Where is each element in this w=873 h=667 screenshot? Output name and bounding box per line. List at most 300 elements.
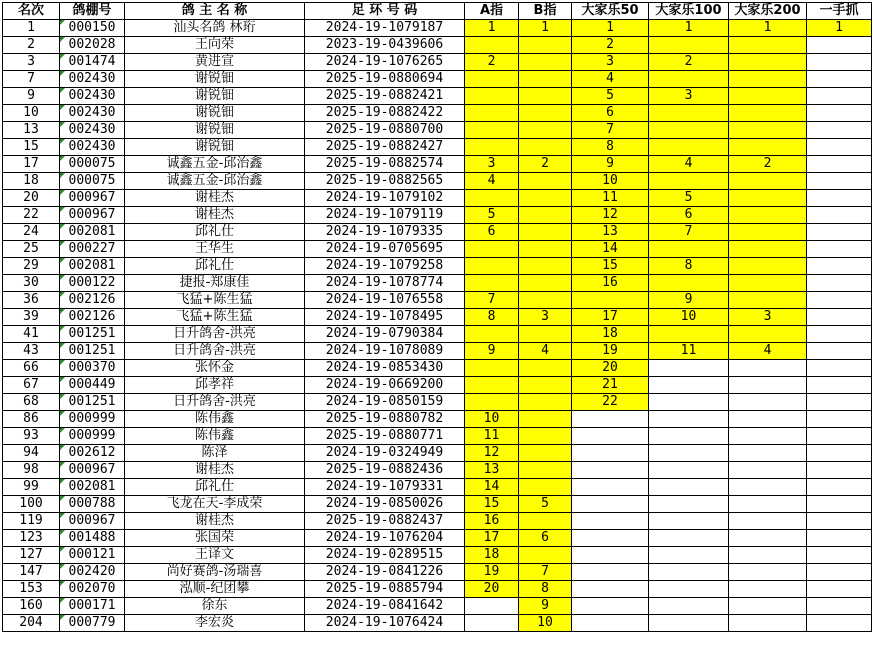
- cell-pool-100: [649, 496, 729, 513]
- table-row: [3, 547, 872, 564]
- cell-b-pool: [519, 207, 572, 224]
- cell-owner-name: 谢桂杰: [125, 207, 305, 224]
- cell-loft-no: 000075: [60, 173, 125, 190]
- cell-pool-50: 8: [572, 139, 649, 156]
- cell-rank: 9: [3, 88, 60, 105]
- cell-loft-no: 000150: [60, 20, 125, 37]
- cell-b-pool: [519, 547, 572, 564]
- cell-owner-name: 陈伟鑫: [125, 428, 305, 445]
- cell-ring-number: 2025-19-0882422: [305, 105, 465, 122]
- cell-rank: 22: [3, 207, 60, 224]
- cell-pool-50: [572, 479, 649, 496]
- cell-owner-name: 日升鸽舍-洪亮: [125, 326, 305, 343]
- cell-ring-number: 2024-19-1079187: [305, 20, 465, 37]
- cell-pool-50: 5: [572, 88, 649, 105]
- cell-ring-number: 2024-19-0853430: [305, 360, 465, 377]
- cell-one-hand: [807, 513, 872, 530]
- cell-ring-number: 2024-19-0705695: [305, 241, 465, 258]
- cell-pool-50: 9: [572, 156, 649, 173]
- cell-pool-200: [729, 105, 807, 122]
- cell-one-hand: [807, 428, 872, 445]
- cell-pool-50: [572, 411, 649, 428]
- cell-owner-name: 飞猛+陈生猛: [125, 309, 305, 326]
- cell-loft-no: 000122: [60, 275, 125, 292]
- cell-owner-name: 飞龙在天-李成荣: [125, 496, 305, 513]
- table-row: [3, 292, 872, 309]
- cell-pool-200: [729, 258, 807, 275]
- cell-pool-50: 17: [572, 309, 649, 326]
- cell-pool-100: [649, 241, 729, 258]
- header-owner-name: 鸽 主 名 称: [125, 3, 305, 20]
- cell-pool-100: [649, 37, 729, 54]
- cell-loft-no: 000370: [60, 360, 125, 377]
- header-pool-100: 大家乐100: [649, 3, 729, 20]
- cell-loft-no: 000967: [60, 207, 125, 224]
- cell-a-pool: [465, 122, 519, 139]
- cell-pool-100: [649, 139, 729, 156]
- cell-loft-no: 001488: [60, 530, 125, 547]
- table-row: [3, 377, 872, 394]
- cell-pool-50: 2: [572, 37, 649, 54]
- table-row: [3, 173, 872, 190]
- cell-pool-50: [572, 530, 649, 547]
- cell-b-pool: [519, 326, 572, 343]
- cell-a-pool: [465, 71, 519, 88]
- cell-loft-no: 002028: [60, 37, 125, 54]
- cell-owner-name: 谢桂杰: [125, 190, 305, 207]
- cell-loft-no: 002081: [60, 224, 125, 241]
- cell-ring-number: 2024-19-0841642: [305, 598, 465, 615]
- table-row: [3, 564, 872, 581]
- cell-loft-no: 000227: [60, 241, 125, 258]
- cell-one-hand: [807, 615, 872, 632]
- cell-ring-number: 2025-19-0882437: [305, 513, 465, 530]
- cell-one-hand: [807, 37, 872, 54]
- cell-ring-number: 2024-19-1076204: [305, 530, 465, 547]
- cell-rank: 41: [3, 326, 60, 343]
- table-row: [3, 513, 872, 530]
- header-a-pool: A指: [465, 3, 519, 20]
- cell-ring-number: 2023-19-0439606: [305, 37, 465, 54]
- cell-pool-100: [649, 326, 729, 343]
- cell-pool-200: [729, 241, 807, 258]
- cell-pool-50: 18: [572, 326, 649, 343]
- cell-a-pool: 1: [465, 20, 519, 37]
- cell-pool-50: 21: [572, 377, 649, 394]
- cell-b-pool: [519, 479, 572, 496]
- cell-loft-no: 002430: [60, 88, 125, 105]
- table-row: [3, 20, 872, 37]
- cell-owner-name: 谢锐钿: [125, 105, 305, 122]
- cell-pool-100: 9: [649, 292, 729, 309]
- cell-a-pool: 15: [465, 496, 519, 513]
- cell-rank: 93: [3, 428, 60, 445]
- cell-pool-200: 4: [729, 343, 807, 360]
- cell-one-hand: [807, 173, 872, 190]
- cell-rank: 39: [3, 309, 60, 326]
- cell-loft-no: 002070: [60, 581, 125, 598]
- cell-rank: 153: [3, 581, 60, 598]
- cell-pool-100: [649, 445, 729, 462]
- cell-one-hand: [807, 343, 872, 360]
- cell-pool-50: 1: [572, 20, 649, 37]
- cell-pool-200: [729, 326, 807, 343]
- cell-pool-200: [729, 360, 807, 377]
- cell-b-pool: [519, 445, 572, 462]
- table-row: [3, 598, 872, 615]
- cell-one-hand: [807, 530, 872, 547]
- cell-a-pool: 6: [465, 224, 519, 241]
- cell-owner-name: 谢锐钿: [125, 122, 305, 139]
- cell-pool-50: 3: [572, 54, 649, 71]
- cell-rank: 3: [3, 54, 60, 71]
- cell-ring-number: 2025-19-0882565: [305, 173, 465, 190]
- cell-a-pool: 13: [465, 462, 519, 479]
- table-row: [3, 258, 872, 275]
- table-row: [3, 530, 872, 547]
- cell-one-hand: [807, 258, 872, 275]
- cell-owner-name: 陈泽: [125, 445, 305, 462]
- cell-pool-50: 16: [572, 275, 649, 292]
- cell-a-pool: [465, 394, 519, 411]
- cell-b-pool: [519, 37, 572, 54]
- table-row: [3, 71, 872, 88]
- cell-rank: 66: [3, 360, 60, 377]
- header-rank: 名次: [3, 3, 60, 20]
- cell-b-pool: [519, 428, 572, 445]
- cell-pool-200: [729, 275, 807, 292]
- cell-loft-no: 002430: [60, 139, 125, 156]
- cell-pool-50: 10: [572, 173, 649, 190]
- table-row: [3, 122, 872, 139]
- table-row: [3, 326, 872, 343]
- cell-ring-number: 2024-19-1079331: [305, 479, 465, 496]
- cell-a-pool: [465, 241, 519, 258]
- cell-owner-name: 谢锐钿: [125, 88, 305, 105]
- cell-loft-no: 001474: [60, 54, 125, 71]
- cell-a-pool: 17: [465, 530, 519, 547]
- cell-loft-no: 000171: [60, 598, 125, 615]
- cell-a-pool: 4: [465, 173, 519, 190]
- cell-b-pool: [519, 292, 572, 309]
- cell-pool-200: [729, 190, 807, 207]
- cell-pool-100: 4: [649, 156, 729, 173]
- cell-loft-no: 001251: [60, 394, 125, 411]
- cell-ring-number: 2024-19-1076558: [305, 292, 465, 309]
- cell-rank: 15: [3, 139, 60, 156]
- header-one-hand: 一手抓: [807, 3, 872, 20]
- cell-one-hand: [807, 496, 872, 513]
- table-row: [3, 445, 872, 462]
- cell-one-hand: [807, 462, 872, 479]
- cell-pool-100: [649, 360, 729, 377]
- cell-b-pool: [519, 258, 572, 275]
- table-row: [3, 309, 872, 326]
- cell-b-pool: [519, 88, 572, 105]
- cell-a-pool: 5: [465, 207, 519, 224]
- cell-loft-no: 001251: [60, 326, 125, 343]
- cell-owner-name: 王华生: [125, 241, 305, 258]
- cell-pool-200: [729, 581, 807, 598]
- cell-loft-no: 000967: [60, 513, 125, 530]
- cell-rank: 127: [3, 547, 60, 564]
- cell-pool-50: 11: [572, 190, 649, 207]
- cell-b-pool: [519, 462, 572, 479]
- cell-rank: 36: [3, 292, 60, 309]
- cell-pool-100: [649, 377, 729, 394]
- cell-one-hand: [807, 292, 872, 309]
- table-row: [3, 139, 872, 156]
- cell-b-pool: 8: [519, 581, 572, 598]
- cell-rank: 1: [3, 20, 60, 37]
- cell-owner-name: 诚鑫五金-邱治鑫: [125, 173, 305, 190]
- cell-one-hand: 1: [807, 20, 872, 37]
- cell-owner-name: 诚鑫五金-邱治鑫: [125, 156, 305, 173]
- table-row: [3, 343, 872, 360]
- cell-ring-number: 2025-19-0880700: [305, 122, 465, 139]
- cell-one-hand: [807, 309, 872, 326]
- cell-loft-no: 002612: [60, 445, 125, 462]
- table-row: [3, 224, 872, 241]
- cell-pool-200: 3: [729, 309, 807, 326]
- cell-a-pool: [465, 360, 519, 377]
- cell-owner-name: 谢锐钿: [125, 139, 305, 156]
- cell-pool-50: [572, 292, 649, 309]
- cell-loft-no: 002430: [60, 122, 125, 139]
- table-row: [3, 207, 872, 224]
- cell-pool-100: [649, 479, 729, 496]
- cell-one-hand: [807, 377, 872, 394]
- cell-one-hand: [807, 479, 872, 496]
- cell-a-pool: [465, 275, 519, 292]
- cell-rank: 119: [3, 513, 60, 530]
- cell-pool-200: [729, 292, 807, 309]
- cell-b-pool: 6: [519, 530, 572, 547]
- cell-pool-200: [729, 377, 807, 394]
- cell-owner-name: 尚好赛鸽-汤瑞喜: [125, 564, 305, 581]
- cell-a-pool: 12: [465, 445, 519, 462]
- cell-ring-number: 2024-19-0850159: [305, 394, 465, 411]
- cell-pool-100: [649, 411, 729, 428]
- cell-one-hand: [807, 326, 872, 343]
- table-row: [3, 615, 872, 632]
- cell-pool-100: 6: [649, 207, 729, 224]
- cell-b-pool: [519, 275, 572, 292]
- cell-pool-200: [729, 71, 807, 88]
- cell-rank: 2: [3, 37, 60, 54]
- cell-pool-200: [729, 394, 807, 411]
- cell-one-hand: [807, 139, 872, 156]
- cell-owner-name: 邱孝祥: [125, 377, 305, 394]
- table-row: [3, 156, 872, 173]
- cell-ring-number: 2024-19-1076265: [305, 54, 465, 71]
- cell-loft-no: 002430: [60, 71, 125, 88]
- cell-b-pool: [519, 54, 572, 71]
- cell-pool-100: 5: [649, 190, 729, 207]
- cell-pool-50: 7: [572, 122, 649, 139]
- cell-one-hand: [807, 581, 872, 598]
- cell-pool-50: [572, 513, 649, 530]
- cell-pool-100: [649, 615, 729, 632]
- cell-pool-50: 4: [572, 71, 649, 88]
- cell-b-pool: [519, 241, 572, 258]
- cell-ring-number: 2024-19-1079119: [305, 207, 465, 224]
- cell-pool-50: [572, 462, 649, 479]
- cell-b-pool: [519, 513, 572, 530]
- cell-pool-200: [729, 411, 807, 428]
- cell-loft-no: 002126: [60, 309, 125, 326]
- cell-a-pool: 8: [465, 309, 519, 326]
- cell-rank: 25: [3, 241, 60, 258]
- cell-a-pool: [465, 377, 519, 394]
- cell-a-pool: [465, 598, 519, 615]
- header-loft-no: 鸽棚号: [60, 3, 125, 20]
- cell-ring-number: 2024-19-0669200: [305, 377, 465, 394]
- cell-owner-name: 邱礼仕: [125, 258, 305, 275]
- table-row: [3, 360, 872, 377]
- cell-one-hand: [807, 275, 872, 292]
- cell-pool-200: [729, 54, 807, 71]
- cell-one-hand: [807, 564, 872, 581]
- table-row: [3, 241, 872, 258]
- cell-ring-number: 2025-19-0882574: [305, 156, 465, 173]
- cell-pool-200: [729, 88, 807, 105]
- cell-pool-100: 7: [649, 224, 729, 241]
- cell-a-pool: 14: [465, 479, 519, 496]
- table-row: [3, 581, 872, 598]
- cell-pool-100: 3: [649, 88, 729, 105]
- table-row: [3, 394, 872, 411]
- cell-rank: 68: [3, 394, 60, 411]
- header-b-pool: B指: [519, 3, 572, 20]
- cell-owner-name: 泓顺-纪团攀: [125, 581, 305, 598]
- cell-rank: 99: [3, 479, 60, 496]
- cell-owner-name: 王译文: [125, 547, 305, 564]
- cell-b-pool: [519, 394, 572, 411]
- cell-owner-name: 日升鸽舍-洪亮: [125, 394, 305, 411]
- cell-owner-name: 李宏炎: [125, 615, 305, 632]
- cell-owner-name: 捷报-郑康佳: [125, 275, 305, 292]
- table-row: [3, 462, 872, 479]
- cell-rank: 17: [3, 156, 60, 173]
- cell-b-pool: 9: [519, 598, 572, 615]
- cell-b-pool: [519, 224, 572, 241]
- cell-one-hand: [807, 224, 872, 241]
- cell-ring-number: 2024-19-1076424: [305, 615, 465, 632]
- cell-pool-100: [649, 71, 729, 88]
- cell-one-hand: [807, 122, 872, 139]
- cell-one-hand: [807, 190, 872, 207]
- cell-a-pool: [465, 258, 519, 275]
- cell-pool-50: 13: [572, 224, 649, 241]
- cell-ring-number: 2025-19-0880782: [305, 411, 465, 428]
- cell-ring-number: 2024-19-0790384: [305, 326, 465, 343]
- cell-rank: 13: [3, 122, 60, 139]
- cell-owner-name: 张怀金: [125, 360, 305, 377]
- cell-ring-number: 2024-19-0289515: [305, 547, 465, 564]
- cell-loft-no: 002126: [60, 292, 125, 309]
- cell-b-pool: [519, 173, 572, 190]
- cell-b-pool: 1: [519, 20, 572, 37]
- cell-b-pool: [519, 411, 572, 428]
- cell-pool-100: [649, 598, 729, 615]
- cell-a-pool: 3: [465, 156, 519, 173]
- cell-rank: 10: [3, 105, 60, 122]
- cell-pool-200: [729, 513, 807, 530]
- cell-ring-number: 2024-19-1078495: [305, 309, 465, 326]
- cell-pool-100: [649, 513, 729, 530]
- cell-pool-100: [649, 564, 729, 581]
- cell-ring-number: 2025-19-0882427: [305, 139, 465, 156]
- cell-one-hand: [807, 207, 872, 224]
- header-ring-number: 足 环 号 码: [305, 3, 465, 20]
- cell-b-pool: 10: [519, 615, 572, 632]
- cell-pool-200: [729, 462, 807, 479]
- cell-one-hand: [807, 598, 872, 615]
- cell-pool-50: [572, 615, 649, 632]
- cell-loft-no: 002420: [60, 564, 125, 581]
- cell-pool-200: [729, 615, 807, 632]
- cell-rank: 100: [3, 496, 60, 513]
- cell-a-pool: [465, 615, 519, 632]
- cell-loft-no: 000075: [60, 156, 125, 173]
- cell-b-pool: [519, 122, 572, 139]
- cell-owner-name: 王向荣: [125, 37, 305, 54]
- cell-a-pool: [465, 88, 519, 105]
- cell-one-hand: [807, 411, 872, 428]
- cell-ring-number: 2025-19-0885794: [305, 581, 465, 598]
- cell-pool-50: [572, 581, 649, 598]
- table-row: [3, 479, 872, 496]
- cell-pool-100: 8: [649, 258, 729, 275]
- cell-pool-200: [729, 445, 807, 462]
- cell-loft-no: 000999: [60, 428, 125, 445]
- cell-b-pool: [519, 71, 572, 88]
- cell-b-pool: 4: [519, 343, 572, 360]
- cell-owner-name: 谢桂杰: [125, 513, 305, 530]
- cell-rank: 24: [3, 224, 60, 241]
- cell-owner-name: 飞猛+陈生猛: [125, 292, 305, 309]
- cell-rank: 18: [3, 173, 60, 190]
- cell-pool-200: [729, 37, 807, 54]
- cell-ring-number: 2024-19-0850026: [305, 496, 465, 513]
- cell-rank: 147: [3, 564, 60, 581]
- cell-owner-name: 谢桂杰: [125, 462, 305, 479]
- cell-ring-number: 2025-19-0882421: [305, 88, 465, 105]
- cell-pool-200: [729, 564, 807, 581]
- table-row: [3, 428, 872, 445]
- cell-owner-name: 黄进宣: [125, 54, 305, 71]
- cell-a-pool: 18: [465, 547, 519, 564]
- cell-pool-50: [572, 428, 649, 445]
- cell-one-hand: [807, 156, 872, 173]
- cell-pool-50: [572, 496, 649, 513]
- cell-rank: 30: [3, 275, 60, 292]
- cell-loft-no: 000967: [60, 462, 125, 479]
- cell-pool-100: [649, 122, 729, 139]
- cell-ring-number: 2025-19-0880694: [305, 71, 465, 88]
- cell-pool-100: 1: [649, 20, 729, 37]
- table-row: [3, 105, 872, 122]
- cell-a-pool: 20: [465, 581, 519, 598]
- cell-loft-no: 000967: [60, 190, 125, 207]
- cell-rank: 29: [3, 258, 60, 275]
- cell-pool-200: [729, 479, 807, 496]
- cell-loft-no: 002081: [60, 258, 125, 275]
- cell-owner-name: 邱礼仕: [125, 479, 305, 496]
- cell-pool-100: [649, 581, 729, 598]
- cell-pool-50: 22: [572, 394, 649, 411]
